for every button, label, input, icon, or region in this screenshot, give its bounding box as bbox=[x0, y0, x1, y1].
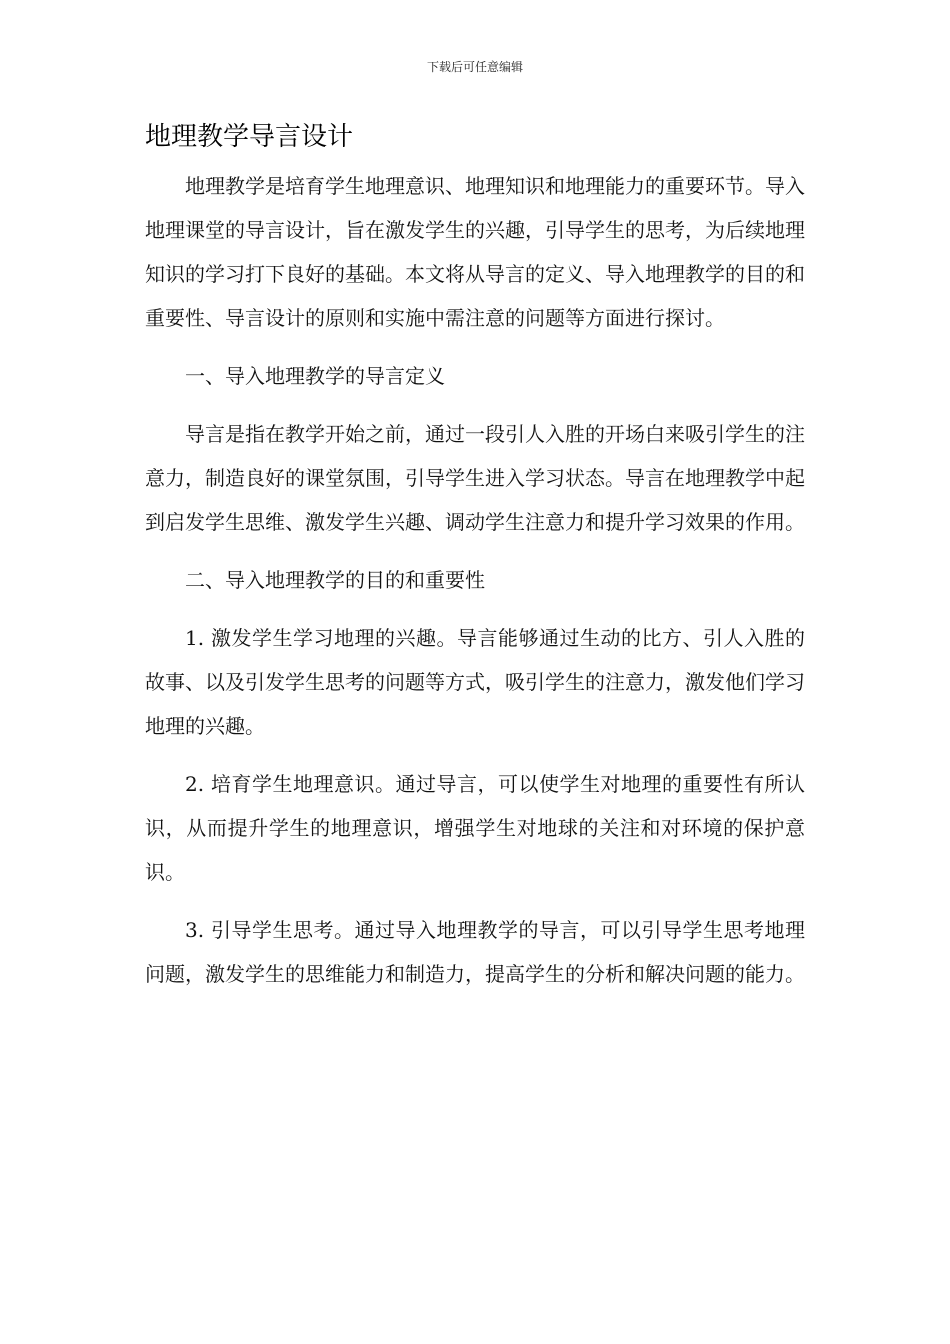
header-note: 下载后可任意编辑 bbox=[426, 60, 523, 74]
intro-paragraph: 地理教学是培育学生地理意识、地理知识和地理能力的重要环节。导入地理课堂的导言设计，旨在激发学生的兴趣，引导学生的思考，为后续地理知识的学习打下良好的基础。本文将从导言的定义、导入地理教学的目的和重要性、导言设计的原则和实施中需注意的问题等方面进行探讨。 bbox=[145, 174, 805, 330]
document-title: 地理教学导言设计 bbox=[145, 122, 354, 152]
list-item-awareness: 2. 培育学生地理意识。通过导言，可以使学生对地理的重要性有所认识，从而提升学生的地理意识，增强学生对地球的关注和对环境的保护意识。 bbox=[145, 772, 805, 884]
section-heading-definition: 一、导入地理教学的导言定义 bbox=[185, 364, 445, 388]
list-item-interest: 1. 激发学生学习地理的兴趣。导言能够通过生动的比方、引人入胜的故事、以及引发学生思考的问题等方式，吸引学生的注意力，激发他们学习地理的兴趣。 bbox=[145, 626, 805, 738]
definition-paragraph: 导言是指在教学开始之前，通过一段引人入胜的开场白来吸引学生的注意力，制造良好的课堂氛围，引导学生进入学习状态。导言在地理教学中起到启发学生思维、激发学生兴趣、调动学生注意力和提升学习效果的作用。 bbox=[145, 422, 805, 534]
document-body bbox=[145, 164, 805, 1010]
section-heading-purpose: 二、导入地理教学的目的和重要性 bbox=[185, 568, 485, 592]
list-item-thinking: 3. 引导学生思考。通过导入地理教学的导言，可以引导学生思考地理问题，激发学生的思维能力和制造力，提高学生的分析和解决问题的能力。 bbox=[145, 918, 805, 986]
